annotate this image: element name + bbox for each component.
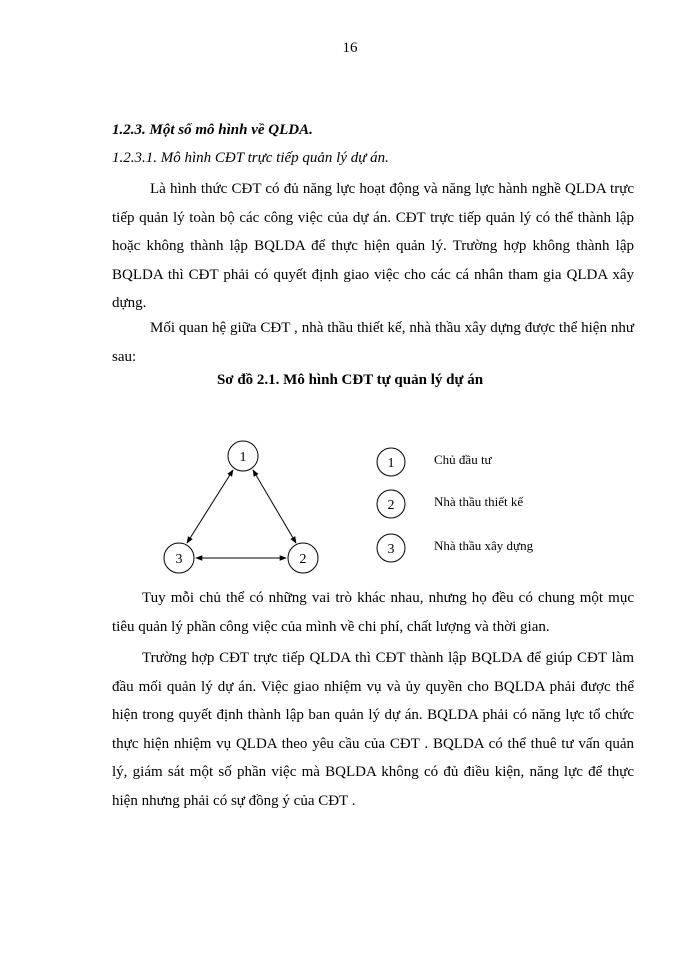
node-2 (288, 543, 318, 573)
node-1-label: 1 (239, 450, 247, 465)
legend-1-label: Chủ đầu tư (434, 452, 492, 467)
node-1 (228, 441, 258, 471)
legend-1-number: 1 (387, 456, 395, 471)
paragraph-1: Là hình thức CĐT có đủ năng lực hoạt động và năng lực hành nghề QLDA trực tiếp quản lý toàn bộ các công việc của dự án. CĐT trực tiếp quản lý có thể thành lập hoặc không thành lập BQLDA để thực hiện quản lý. Trường hợp không thành lập BQLDA thì CĐT phải có quyết định giao việc cho các cá nhân tham gia QLDA xây dựng. (112, 181, 634, 311)
legend-item-2 (377, 490, 524, 518)
paragraph-3: Tuy mỗi chủ thể có những vai trò khác nhau, nhưng họ đều có chung một mục tiêu quản lý phần công việc của mình về chi phí, chất lượng và thời gian. (112, 590, 634, 635)
legend-item-3 (377, 534, 534, 562)
arrow-1-2 (253, 470, 296, 543)
node-2-label: 2 (299, 552, 307, 567)
subsection-heading: 1.2.3.1. Mô hình CĐT trực tiếp quản lý dự án. (112, 150, 389, 166)
node-3-label: 3 (175, 552, 183, 567)
paragraph-2: Mối quan hệ giữa CĐT , nhà thầu thiết kế, nhà thầu xây dựng được thể hiện như sau: (112, 320, 634, 365)
node-3 (164, 543, 194, 573)
legend-2-number: 2 (387, 498, 395, 513)
legend-3-number: 3 (387, 542, 395, 557)
legend-3-label: Nhà thầu xây dựng (434, 538, 534, 553)
section-heading: 1.2.3. Một số mô hình về QLDA. (112, 122, 313, 138)
legend-2-label: Nhà thầu thiết kế (434, 494, 524, 509)
figure-caption: Sơ đồ 2.1. Mô hình CĐT tự quản lý dự án (216, 372, 484, 388)
page-number: 16 (342, 40, 358, 56)
legend-item-1 (377, 448, 493, 476)
arrow-1-3 (187, 470, 233, 543)
paragraph-4: Trường hợp CĐT trực tiếp QLDA thì CĐT thành lập BQLDA để giúp CĐT làm đầu mối quản lý dự án. Việc giao nhiệm vụ và ủy quyền cho BQLDA phải được thể hiện trong quyết định thành lập ban quản lý dự án. BQLDA phải có năng lực tổ chức thực hiện nhiệm vụ QLDA theo yêu cầu của CĐT . BQLDA có thể thuê tư vấn quản lý, giám sát một số phần việc mà BQLDA không có đủ điều kiện, năng lực để thực hiện nhưng phải có sự đồng ý của CĐT . (112, 650, 634, 809)
